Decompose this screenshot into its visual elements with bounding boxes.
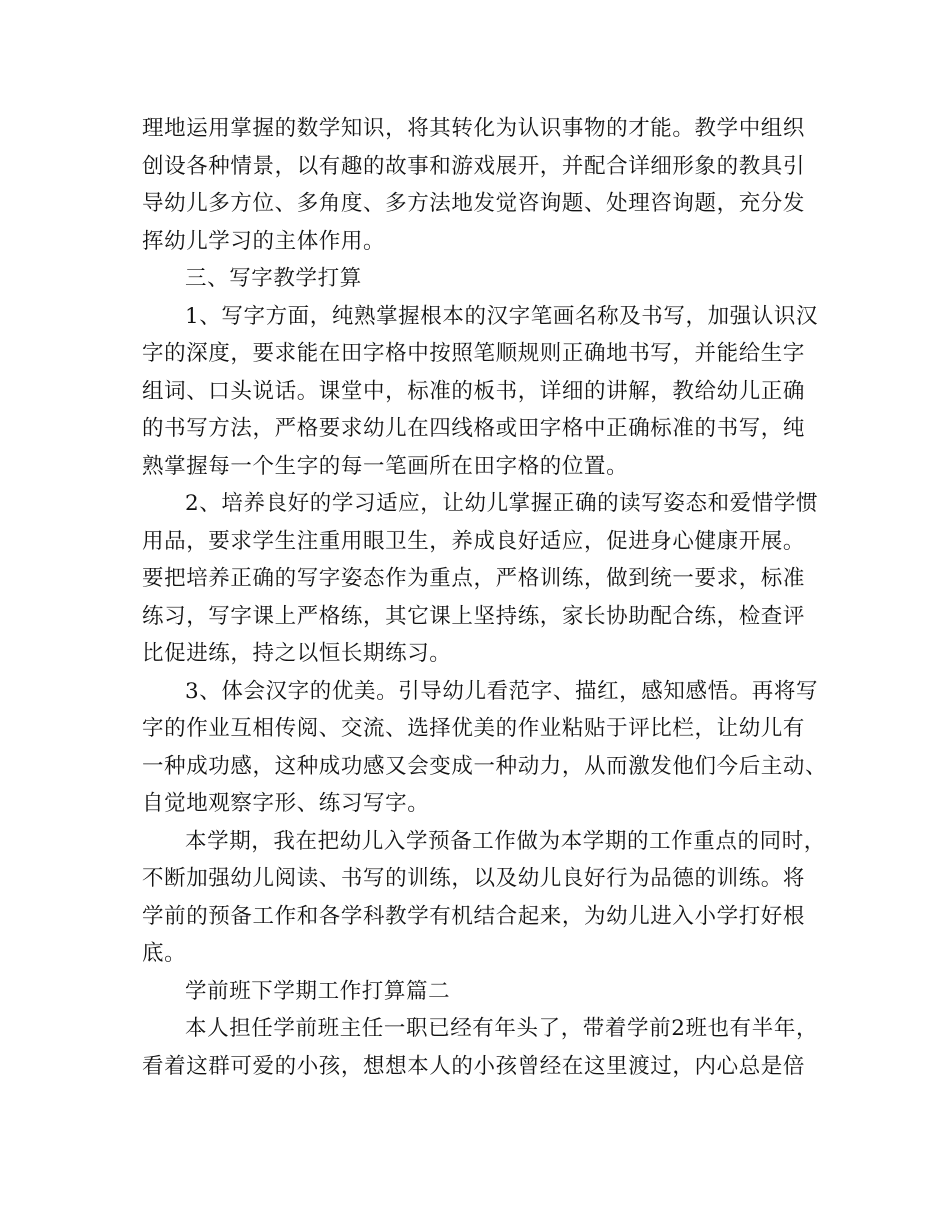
paragraph-line: 比促进练，持之以恒长期练习。	[142, 641, 452, 666]
paragraph-line: 1、写字方面，纯熟掌握根本的汉字笔画名称及书写，加强认识汉	[185, 303, 819, 329]
paragraph-line: 一种成功感，这种成功感又会变成一种动力，从而激发他们今后主动、	[142, 753, 828, 779]
paragraph-line: 组词、口头说话。课堂中，标准的板书，详细的讲解，教给幼儿正确	[142, 378, 806, 404]
paragraph-line: 自觉地观察字形、练习写字。	[142, 791, 430, 816]
paragraph-line: 字的深度，要求能在田字格中按照笔顺规则正确地书写，并能给生字	[142, 341, 806, 366]
paragraph-line: 看着这群可爱的小孩，想想本人的小孩曾经在这里渡过，内心总是倍	[142, 1053, 806, 1079]
paragraph-line: 导幼儿多方位、多角度、多方法地发觉咨询题、处理咨询题，充分发	[142, 191, 806, 216]
section-heading-writing-plan: 三、写字教学打算	[185, 266, 362, 291]
document-body	[142, 110, 832, 1085]
paragraph-line: 用品，要求学生注重用眼卫生，养成良好适应，促进身心健康开展。	[142, 528, 806, 554]
paragraph-line: 字的作业互相传阅、交流、选择优美的作业粘贴于评比栏，让幼儿有	[142, 716, 806, 741]
paragraph-line: 的书写方法，严格要求幼儿在四线格或田字格中正确标准的书写，纯	[142, 416, 806, 441]
paragraph-line: 不断加强幼儿阅读、书写的训练，以及幼儿良好行为品德的训练。将	[142, 866, 806, 891]
paragraph-line: 熟掌握每一个生字的每一笔画所在田字格的位置。	[142, 453, 629, 479]
paragraph-line: 2、培养良好的学习适应，让幼儿掌握正确的读写姿态和爱惜学惯	[185, 491, 819, 516]
paragraph-line: 本人担任学前班主任一职已经有年头了，带着学前2班也有半年，	[185, 1016, 819, 1041]
paragraph-line: 创设各种情景，以有趣的故事和游戏展开，并配合详细形象的教具引	[142, 153, 806, 179]
paragraph-line: 要把培养正确的写字姿态作为重点，严格训练，做到统一要求，标准	[142, 566, 806, 591]
paragraph-line: 挥幼儿学习的主体作用。	[142, 228, 386, 254]
paragraph-line: 底。	[142, 941, 187, 966]
paragraph-line: 练习，写字课上严格练，其它课上坚持练，家长协助配合练，检查评	[142, 603, 806, 629]
paragraph-line: 理地运用掌握的数学知识，将其转化为认识事物的才能。教学中组织	[142, 116, 806, 141]
paragraph-line: 本学期，我在把幼儿入学预备工作做为本学期的工作重点的同时，	[185, 828, 826, 854]
section-title-part-two: 学前班下学期工作打算篇二	[185, 978, 451, 1004]
paragraph-line: 3、体会汉字的优美。引导幼儿看范字、描红，感知感悟。再将写	[185, 678, 819, 704]
paragraph-line: 学前的预备工作和各学科教学有机结合起来，为幼儿进入小学打好根	[142, 903, 806, 929]
